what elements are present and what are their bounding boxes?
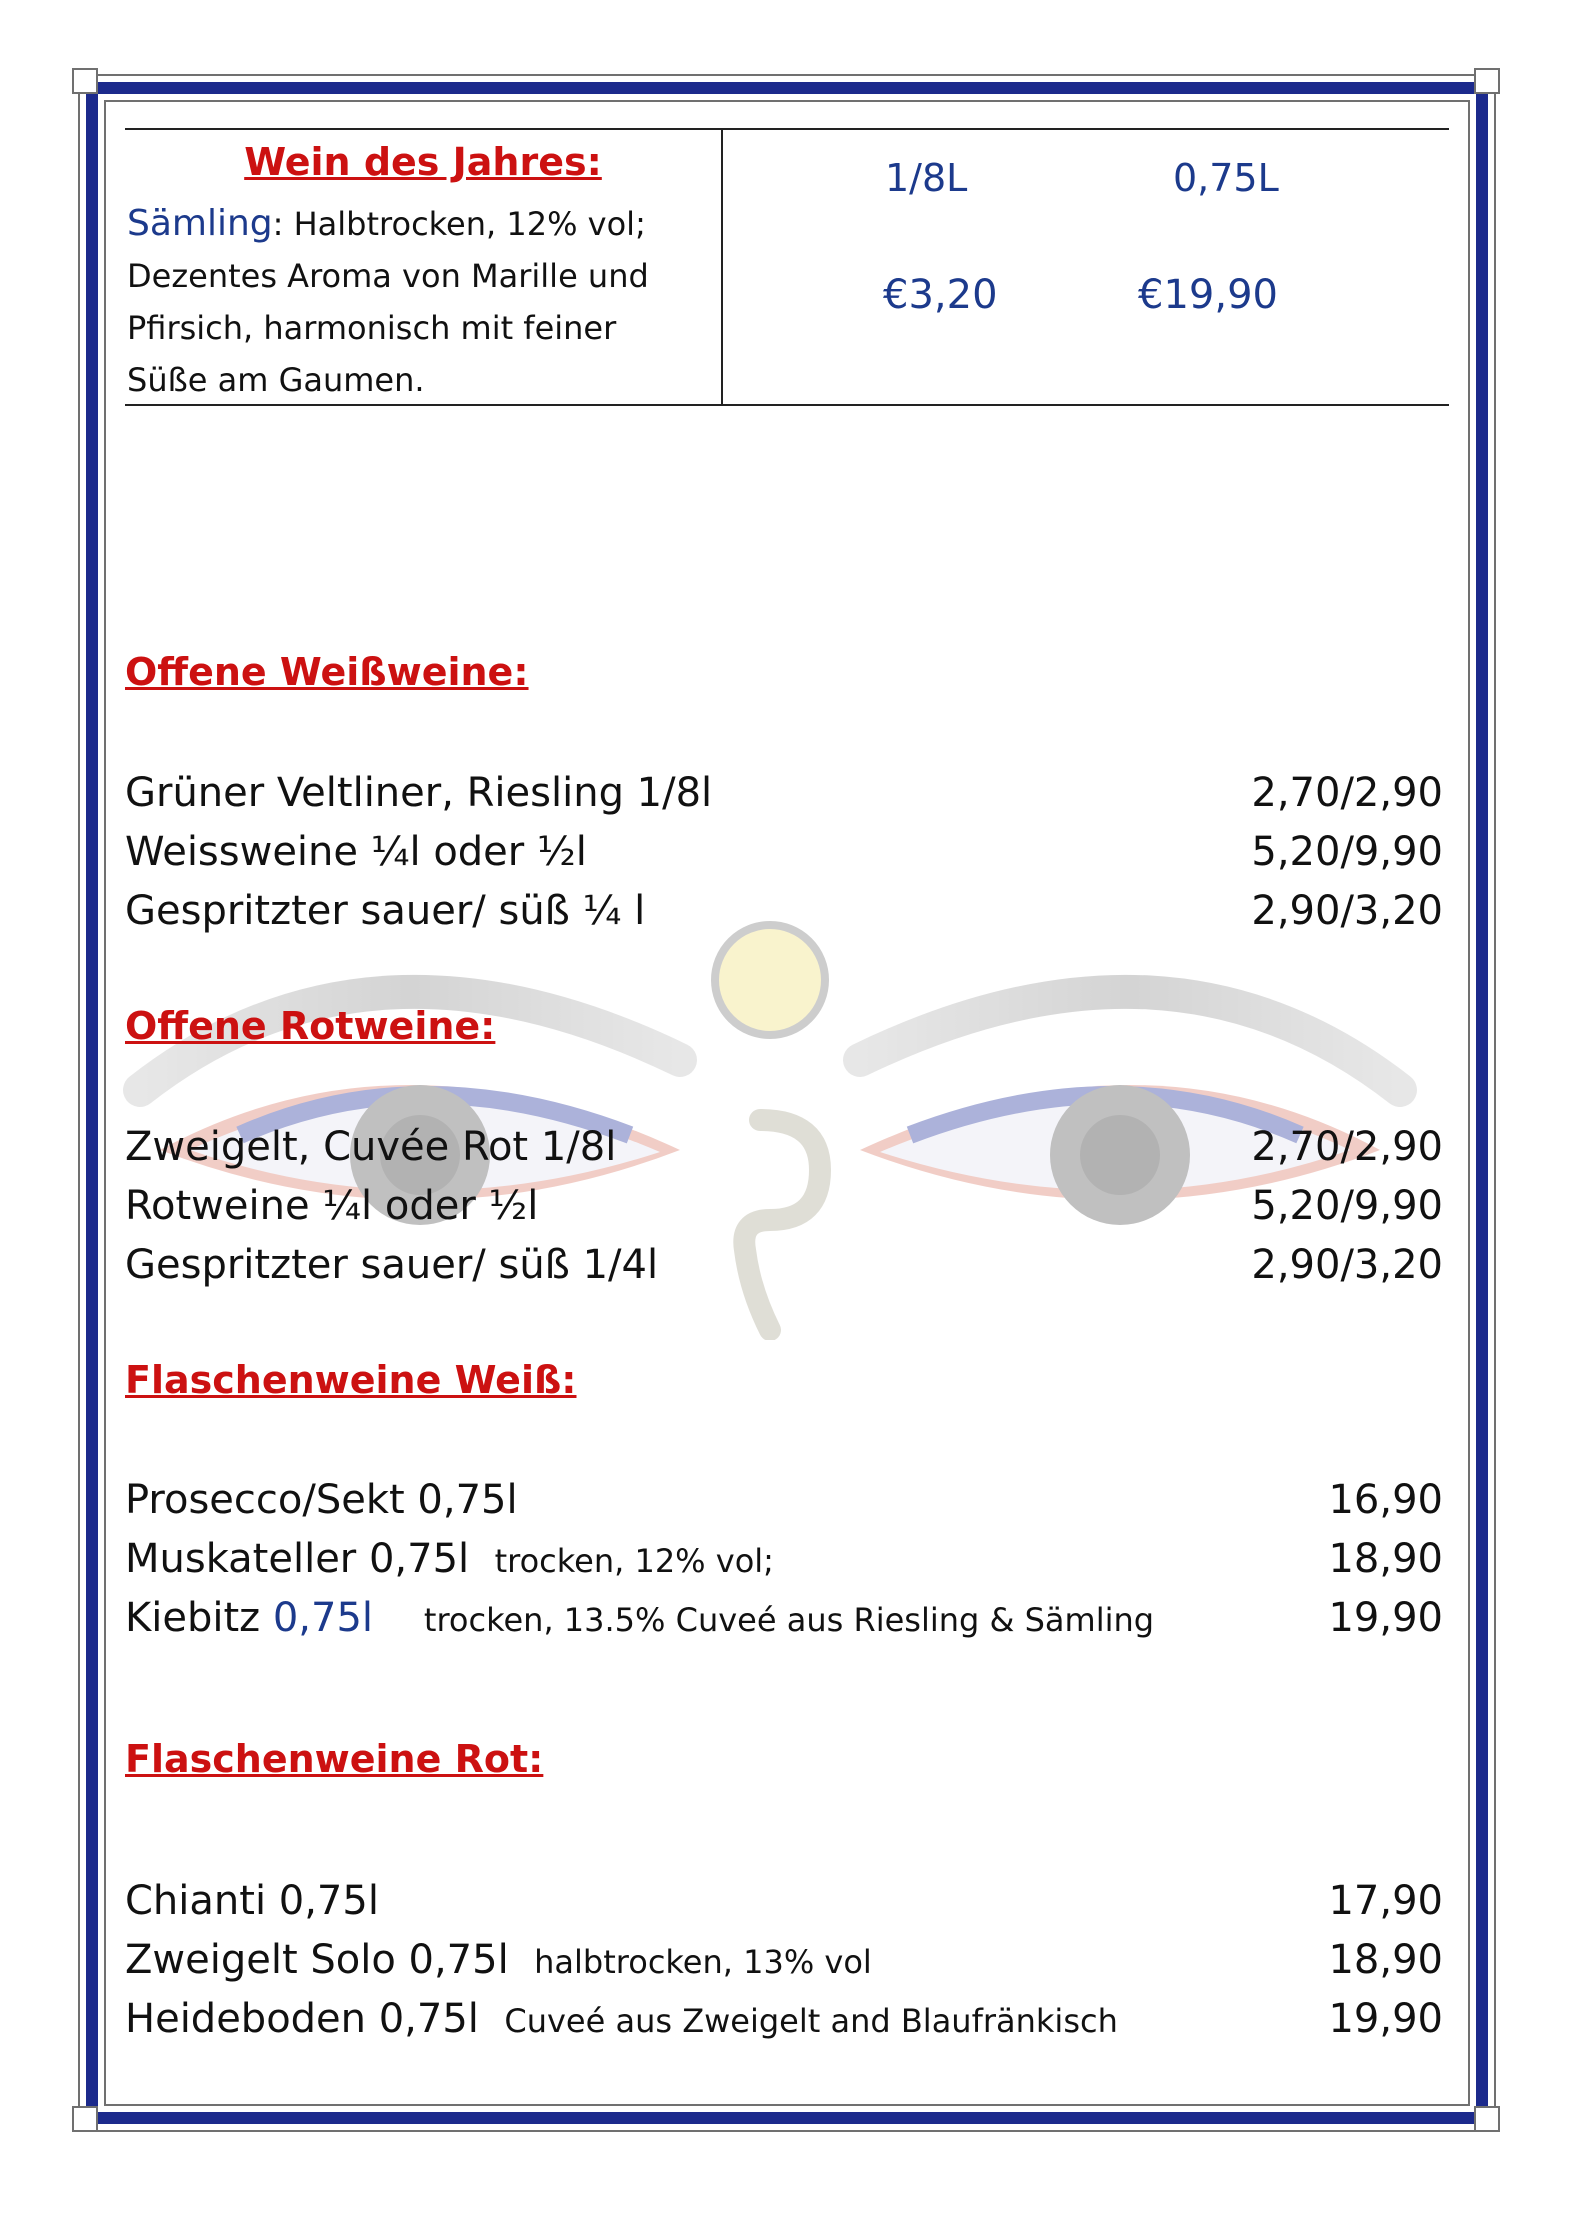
menu-row <box>125 1878 1443 1934</box>
menu-row <box>125 1242 1443 1298</box>
wine-of-the-year-table <box>125 128 1449 406</box>
frame-corner-ornament <box>72 68 98 94</box>
wine-desc-line4: Süße am Gaumen. <box>127 361 425 399</box>
item-note: trocken, 13.5% Cuveé aus Riesling & Sämling <box>423 1601 1155 1639</box>
wine-desc-line2: Dezentes Aroma von Marille und <box>127 257 649 295</box>
item-price: 5,20/9,90 <box>1251 1183 1443 1229</box>
table-divider <box>721 130 723 404</box>
menu-row <box>125 770 1443 826</box>
size-label-glass: 1/8L <box>885 156 968 200</box>
menu-row <box>125 1183 1443 1239</box>
item-name: Zweigelt, Cuvée Rot 1/8l <box>125 1124 617 1170</box>
price-bottle: €19,90 <box>1138 272 1278 318</box>
item-price: 19,90 <box>1328 1996 1443 2042</box>
section-title-open-white: Offene Weißweine: <box>125 650 529 694</box>
item-name: Heideboden 0,75l Cuveé aus Zweigelt and Blaufränkisch <box>125 1996 1118 2042</box>
size-label-bottle: 0,75L <box>1173 156 1279 200</box>
wine-of-the-year-title: Wein des Jahres: <box>244 140 602 184</box>
section-title-bottle-red: Flaschenweine Rot: <box>125 1737 544 1781</box>
item-name: Weissweine ¼l oder ½l <box>125 829 587 875</box>
frame-corner-ornament <box>1474 68 1500 94</box>
item-price: 2,70/2,90 <box>1251 770 1443 816</box>
wine-of-the-year-description <box>127 198 717 406</box>
frame-corner-ornament <box>1474 2106 1500 2132</box>
price-glass: €3,20 <box>883 272 998 318</box>
item-price: 2,90/3,20 <box>1251 1242 1443 1288</box>
item-name: Muskateller 0,75l trocken, 12% vol; <box>125 1536 774 1582</box>
wine-name: Sämling <box>127 203 273 244</box>
menu-row <box>125 1937 1443 1993</box>
item-price: 18,90 <box>1328 1536 1443 1582</box>
item-name: Kiebitz 0,75l trocken, 13.5% Cuveé aus Riesling & Sämling <box>125 1595 1155 1641</box>
item-name: Rotweine ¼l oder ½l <box>125 1183 539 1229</box>
frame-corner-ornament <box>72 2106 98 2132</box>
item-price: 2,70/2,90 <box>1251 1124 1443 1170</box>
item-name: Gespritzter sauer/ süß ¼ l <box>125 888 646 934</box>
menu-row <box>125 888 1443 944</box>
menu-row <box>125 1595 1443 1651</box>
item-price: 17,90 <box>1328 1878 1443 1924</box>
wine-desc-line1: : Halbtrocken, 12% vol; <box>272 205 646 243</box>
item-name: Grüner Veltliner, Riesling 1/8l <box>125 770 713 816</box>
item-name: Zweigelt Solo 0,75l halbtrocken, 13% vol <box>125 1937 872 1983</box>
wine-desc-line3: Pfirsich, harmonisch mit feiner <box>127 309 617 347</box>
menu-row <box>125 1477 1443 1533</box>
item-price: 5,20/9,90 <box>1251 829 1443 875</box>
section-title-open-red: Offene Rotweine: <box>125 1004 496 1048</box>
item-name: Chianti 0,75l <box>125 1878 379 1924</box>
item-volume: 0,75l <box>272 1595 374 1641</box>
menu-row <box>125 1536 1443 1592</box>
item-name: Gespritzter sauer/ süß 1/4l <box>125 1242 659 1288</box>
item-note: Cuveé aus Zweigelt and Blaufränkisch <box>504 2002 1118 2040</box>
item-note: trocken, 12% vol; <box>494 1542 774 1580</box>
menu-row <box>125 1996 1443 2052</box>
item-price: 18,90 <box>1328 1937 1443 1983</box>
item-note: halbtrocken, 13% vol <box>534 1943 872 1981</box>
item-price: 2,90/3,20 <box>1251 888 1443 934</box>
item-name: Prosecco/Sekt 0,75l <box>125 1477 518 1523</box>
menu-row <box>125 1124 1443 1180</box>
menu-row <box>125 829 1443 885</box>
item-price: 19,90 <box>1328 1595 1443 1641</box>
section-title-bottle-white: Flaschenweine Weiß: <box>125 1358 577 1402</box>
item-price: 16,90 <box>1328 1477 1443 1523</box>
